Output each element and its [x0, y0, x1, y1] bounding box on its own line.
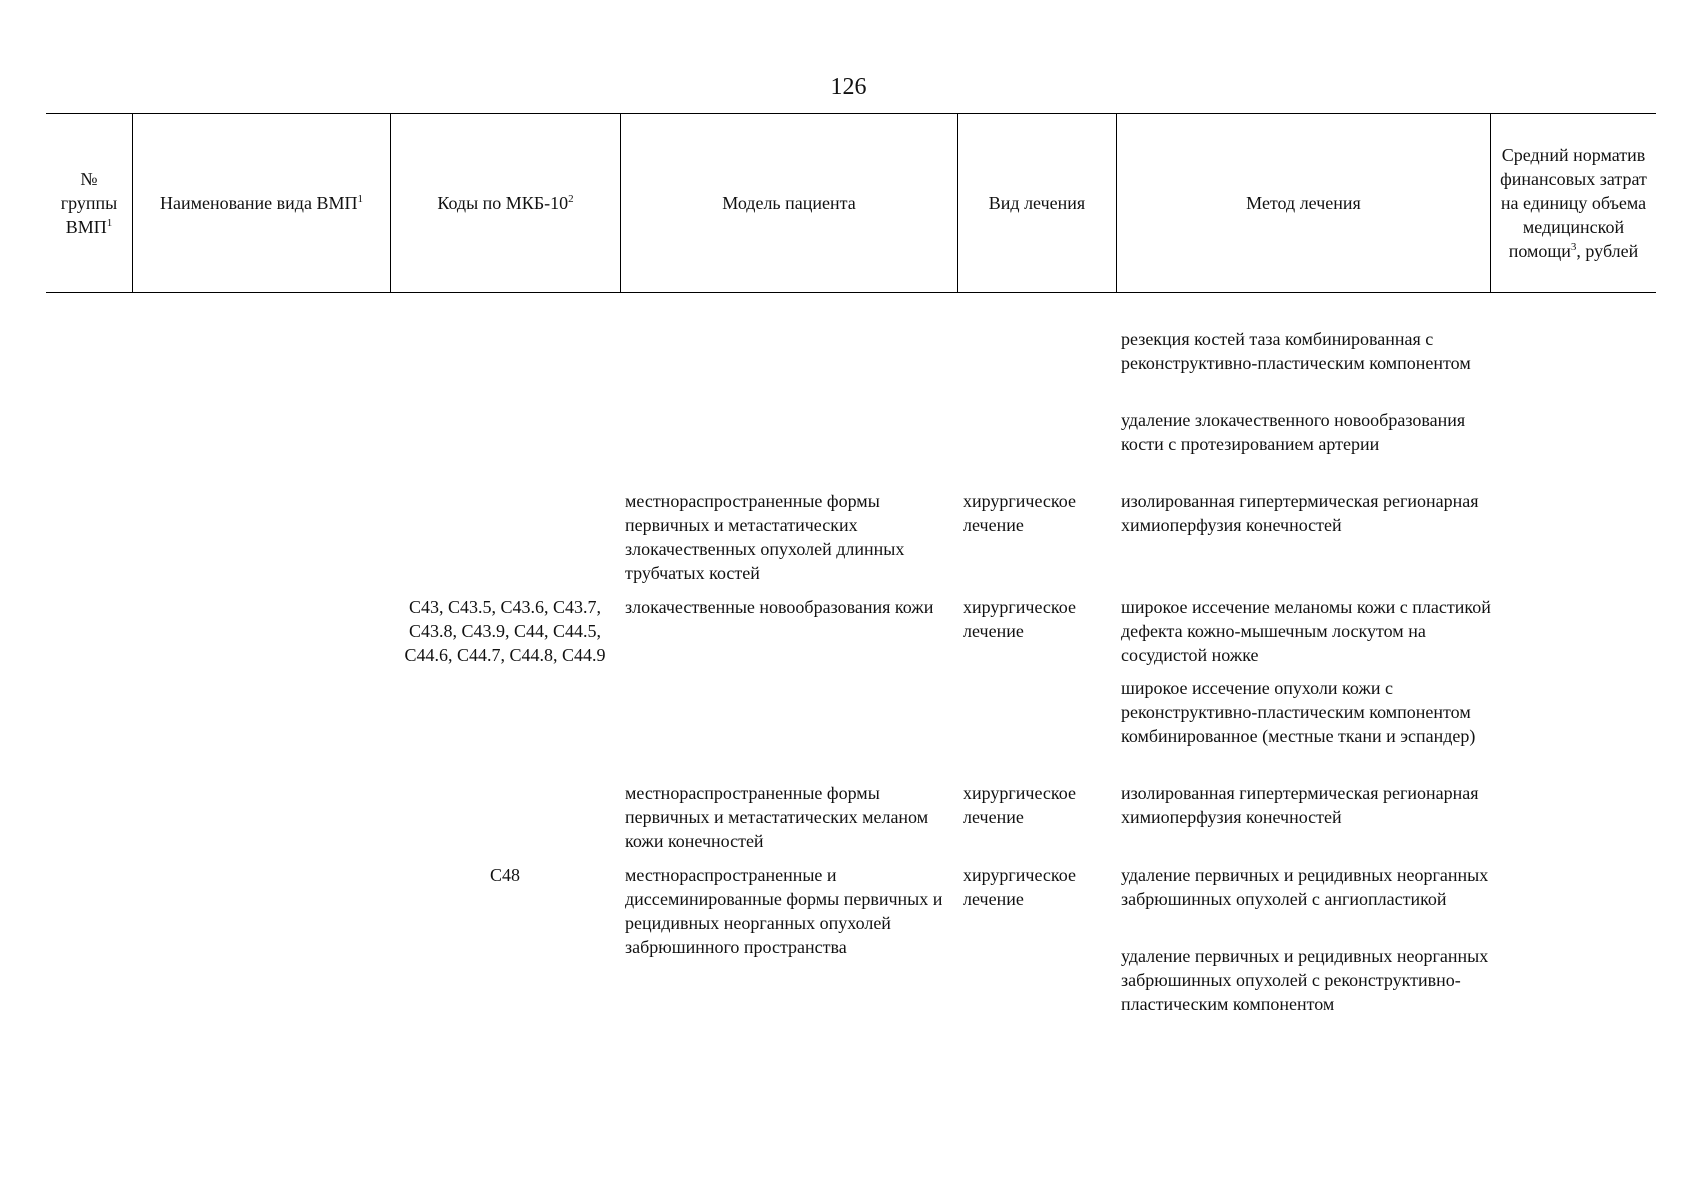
table-header — [46, 113, 1656, 293]
header-treatment-type: Вид лечения — [957, 114, 1116, 292]
treatment-type-cell: хирургическое лечение — [963, 783, 1076, 827]
treatment-type-cell: хирургическое лечение — [963, 491, 1076, 535]
method-cell: удаление первичных и рецидивных неорганных забрюшинных опухолей с реконструктивно-пластическим компонентом — [1121, 946, 1489, 1014]
method-cell: широкое иссечение меланомы кожи с пластикой дефекта кожно-мышечным лоскутом на сосудистой ножке — [1121, 597, 1491, 665]
method-cell: удаление первичных и рецидивных неорганных забрюшинных опухолей с ангиопластикой — [1121, 865, 1489, 909]
header-vmp-name: Наименование вида ВМП$^1$ — [132, 114, 390, 292]
page-number: 126 — [830, 74, 867, 100]
header-treatment-method: Метод лечения — [1116, 114, 1490, 292]
patient-model-cell: местнораспространенные формы первичных и метастатических злокачественных опухолей длинных трубчатых костей — [625, 491, 905, 583]
header-cost-norm: Средний норматив финансовых затрат на единицу объема медицинской помощи$^3$, рублей — [1490, 114, 1656, 292]
header-group-number: № группы ВМП$^1$ — [60, 169, 118, 237]
icd-codes-cell: C48 — [489, 865, 520, 885]
method-cell: изолированная гипертермическая регионарная химиоперфузия конечностей — [1121, 783, 1479, 827]
method-cell: широкое иссечение опухоли кожи с реконструктивно-пластическим компонентом комбинированное (местные ткани и эспандер) — [1121, 678, 1476, 746]
method-cell: резекция костей таза комбинированная с реконструктивно-пластическим компонентом — [1121, 329, 1471, 373]
method-cell: изолированная гипертермическая регионарная химиоперфузия конечностей — [1121, 491, 1479, 535]
treatment-type-cell: хирургическое лечение — [963, 865, 1076, 909]
treatment-type-cell: хирургическое лечение — [963, 597, 1076, 641]
method-cell: удаление злокачественного новообразования кости с протезированием артерии — [1121, 410, 1466, 454]
patient-model-cell: злокачественные новообразования кожи — [625, 597, 934, 617]
patient-model-cell: местнораспространенные и диссеминированные формы первичных и рецидивных неорганных опухолей забрюшинного пространства — [625, 865, 943, 957]
patient-model-cell: местнораспространенные формы первичных и метастатических меланом кожи конечностей — [625, 783, 929, 851]
header-patient-model: Модель пациента — [620, 114, 957, 292]
header-icd-codes: Коды по МКБ-$10^2$ — [390, 114, 620, 292]
icd-codes-cell: C43, C43.5, C43.6, C43.7, C43.8, C43.9, C44, C44.5, C44.6, C44.7, C44.8, C44.9 — [404, 597, 606, 665]
